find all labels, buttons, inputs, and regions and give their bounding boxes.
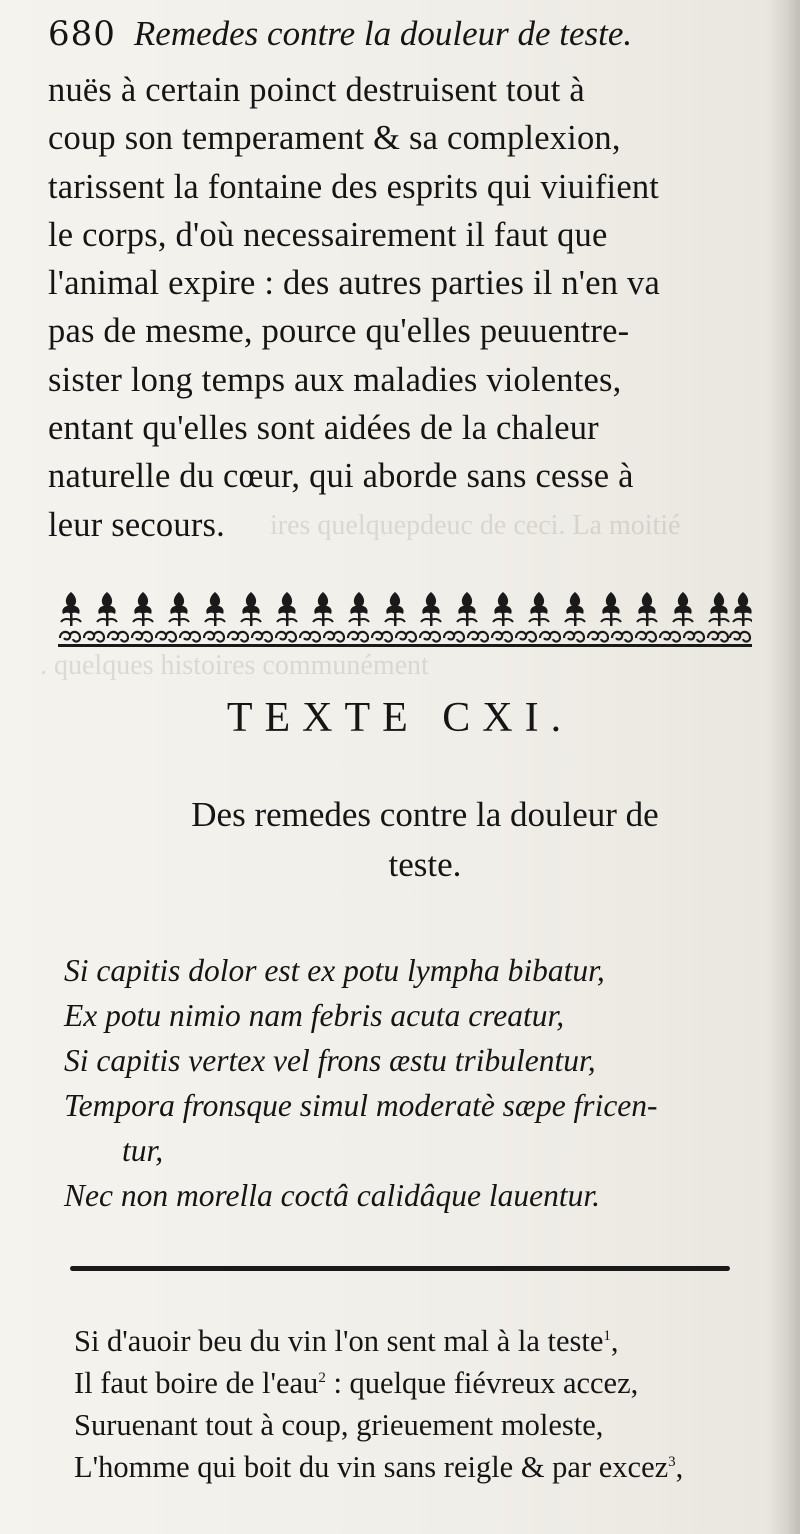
footnote-marker: 3 — [668, 1453, 676, 1470]
text-line: leur secours. — [48, 505, 225, 544]
french-verse — [74, 1362, 754, 1404]
page-number: 680 — [48, 14, 116, 54]
text-line: pas de mesme, pource qu'elles peuuentre- — [48, 312, 630, 351]
ornament-band — [58, 590, 752, 648]
latin-verse: tur, — [122, 1133, 164, 1168]
latin-verse: Ex potu nimio nam febris acuta creatur, — [64, 998, 565, 1033]
section-label: TEXTE CXI. — [226, 695, 574, 741]
section-title — [110, 790, 740, 890]
section-title-line: teste. — [388, 845, 462, 884]
french-verse-block — [74, 1320, 754, 1488]
footnote-marker: 1 — [603, 1327, 611, 1344]
latin-verse: Si capitis vertex vel frons æstu tribulentur, — [64, 1043, 596, 1078]
running-header — [48, 14, 748, 64]
text-line: le corps, d'où necessairement il faut que — [48, 215, 608, 254]
text-line: coup son temperament & sa complexion, — [48, 119, 621, 158]
french-verse — [74, 1404, 754, 1446]
verse-text: Si d'auoir beu du vin l'on sent mal à la teste — [74, 1324, 604, 1358]
text-line: nuës à certain poinct destruisent tout à — [48, 71, 585, 109]
verse-tail: : quelque fiévreux accez, — [325, 1366, 639, 1400]
section-title-line: Des remedes contre la douleur de — [191, 795, 659, 834]
latin-verse: Tempora fronsque simul moderatè sæpe fricen- — [64, 1088, 658, 1123]
footnote-marker: 2 — [318, 1369, 326, 1386]
page-gutter-shadow — [766, 0, 800, 1534]
text-line: tarissent la fontaine des esprits qui viuifient — [48, 167, 660, 206]
bleed-through-text: ires quelquepdeuc de ceci. La moitié — [270, 510, 681, 541]
text-line: sister long temps aux maladies violentes, — [48, 360, 622, 399]
latin-verse: Si capitis dolor est ex potu lympha bibatur, — [64, 953, 605, 988]
latin-verse: Nec non morella coctâ calidâque lauentur. — [64, 1178, 600, 1213]
verse-text: Suruenant tout à coup, grieuement moleste, — [74, 1408, 604, 1442]
french-verse — [74, 1446, 754, 1488]
bleed-through-text: . quelques histoires communément — [40, 650, 429, 681]
french-verse — [74, 1320, 754, 1362]
text-line: l'animal expire : des autres parties il n'en va — [48, 264, 660, 303]
verse-text: L'homme qui boit du vin sans reigle & par excez — [74, 1450, 669, 1484]
text-line: naturelle du cœur, qui aborde sans cesse à — [48, 457, 634, 496]
body-paragraph — [48, 66, 756, 549]
verse-tail: , — [610, 1324, 619, 1358]
text-line: entant qu'elles sont aidées de la chaleur — [48, 409, 599, 448]
verse-text: Il faut boire de l'eau — [74, 1366, 319, 1400]
running-head-title: Remedes contre la douleur de teste. — [133, 14, 633, 53]
horizontal-rule — [70, 1266, 730, 1271]
latin-verse-block — [64, 948, 764, 1218]
verse-tail: , — [675, 1450, 684, 1484]
